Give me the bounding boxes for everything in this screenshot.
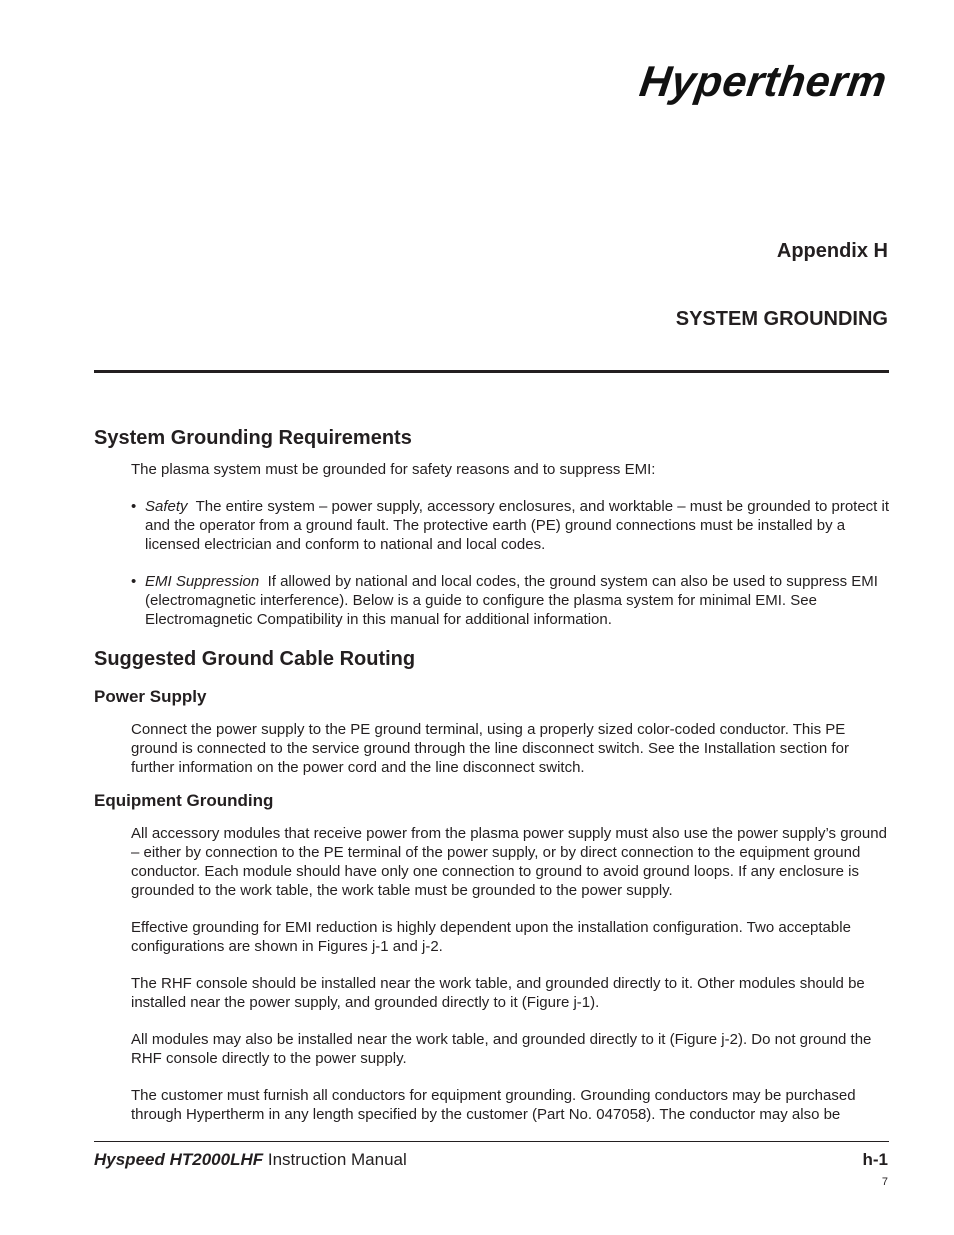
footer-manual-title xyxy=(94,1150,407,1170)
appendix-label: Appendix H xyxy=(776,240,888,262)
footer-manual: Instruction Manual xyxy=(263,1150,407,1169)
power-supply-text: Connect the power supply to the PE ground terminal, using a properly sized color-coded conductor. This PE ground is connected to the service ground through the line disconnect switch. See the Installation section for further information on the power cord and the line disconnect switch. xyxy=(131,721,849,776)
hypertherm-logo: Hypertherm xyxy=(636,58,890,106)
page-title: SYSTEM GROUNDING xyxy=(675,308,888,330)
footer-page-label: h-1 xyxy=(862,1150,888,1169)
page-number: 7 xyxy=(881,1176,888,1188)
equipment-paragraph: The customer must furnish all conductors for equipment grounding. Grounding conductors may be purchased through Hypertherm in any length specified by the customer (Part No. 047058). The conductor may also be xyxy=(131,1087,856,1123)
bullet-text: If allowed by national and local codes, the ground system can also be used to suppress EMI (electromagnetic interference). Below is a guide to configure the plasma system for minimal EMI. See Electromagnetic Compatibility in this manual for additional information. xyxy=(145,573,878,628)
bullet-term: Safety xyxy=(145,498,188,515)
equipment-paragraph: All accessory modules that receive power from the plasma power supply must also use the power supply’s ground – either by connection to the PE terminal of the power supply, or by direct connection to the equipment ground conductor. Each module should have only one connection to ground to avoid ground loops. If any enclosure is grounded to the work table, the work table must be grounded to the power supply. xyxy=(131,825,887,899)
section-heading-requirements: System Grounding Requirements xyxy=(94,427,412,449)
equipment-paragraph: The RHF console should be installed near the work table, and grounded directly to it. Other modules should be installed near the power supply, and grounded directly to it (Figure j-1). xyxy=(131,975,865,1011)
footer-divider xyxy=(94,1141,889,1142)
footer-product: Hyspeed HT2000LHF xyxy=(94,1150,264,1169)
bullet-text: The entire system – power supply, accessory enclosures, and worktable – must be grounded to protect it and the operator from a ground fault. The protective earth (PE) ground connections must be installed by a licensed electrician and conform to national and local codes. xyxy=(145,498,890,553)
requirements-intro: The plasma system must be grounded for safety reasons and to suppress EMI: xyxy=(131,461,656,478)
bullet-dot: • xyxy=(131,573,137,590)
equipment-paragraph: Effective grounding for EMI reduction is highly dependent upon the installation configuration. Two acceptable configurations are shown in Figures j-1 and j-2. xyxy=(131,919,851,955)
bullet-dot: • xyxy=(131,498,137,515)
bullet-emi xyxy=(131,572,891,629)
bullet-safety xyxy=(131,497,891,554)
bullet-term: EMI Suppression xyxy=(145,573,260,590)
subheading-equipment-grounding: Equipment Grounding xyxy=(94,791,274,810)
subheading-power-supply: Power Supply xyxy=(94,687,207,706)
equipment-paragraph: All modules may also be installed near the work table, and grounded directly to it (Figure j-2). Do not ground the RHF console directly to the power supply. xyxy=(131,1031,872,1067)
section-heading-routing: Suggested Ground Cable Routing xyxy=(94,648,416,670)
title-divider xyxy=(94,370,889,373)
